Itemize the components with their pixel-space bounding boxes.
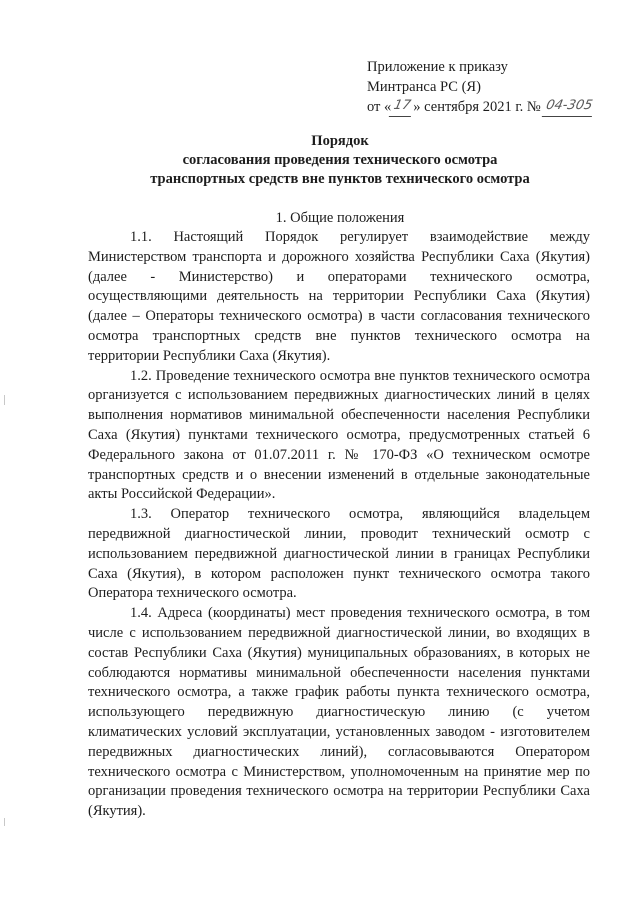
title-line-2: согласования проведения технического осмотра [182, 152, 498, 168]
paragraph-1-1: 1.1. Настоящий Порядок регулирует взаимодействие между Министерством транспорта и дорожного хозяйства Республики Саха (Якутия) (далее - Министерство) и операторами технического осмотра, осуществляющими деятельность на территории Республики Саха (Якутия) (далее – Операторы технического осмотра) в части согласования технического осмотра транспортных средств вне пунктов технического осмотра на территории Республики Саха (Якутия). [88, 229, 590, 364]
title-line-3: транспортных средств вне пунктов технического осмотра [150, 171, 530, 187]
paragraph-1-4: 1.4. Адреса (координаты) мест проведения технического осмотра, в том числе с использованием передвижной диагностической линии, во входящих в состав Республики Саха (Якутия) муниципальных образованиях, в которых не соблюдаются нормативы минимальной обеспеченности населения пунктами технического осмотра, а также график работы пункта технического осмотра, использующего передвижную диагностическую линию (с учетом климатических условий эксплуатации, установленных заводом - изготовителем передвижных диагностических линий), согласовываются Оператором технического осмотра с Министерством, уполномоченным на принятие мер по организации проведения технического осмотра на территории Республики Саха (Якутия). [88, 605, 590, 820]
document-title [90, 132, 590, 189]
paragraph-1-3: 1.3. Оператор технического осмотра, являющийся владельцем передвижной диагностической линии, проводит технический осмотр с использованием передвижной диагностической линии в границах Республики Саха (Якутия), в котором расположен пункт технического осмотра такого Оператора технического осмотра. [88, 506, 590, 602]
appendix-line-date [367, 97, 627, 119]
section-heading: 1. Общие положения [275, 210, 405, 226]
appendix-block [367, 57, 627, 119]
date-prefix: от « [367, 99, 392, 115]
section-body [88, 228, 590, 822]
scan-edge-mark [4, 818, 5, 826]
appendix-line-ministry: Минтранса РС (Я) [367, 79, 481, 95]
title-line-1: Порядок [311, 133, 369, 149]
scan-edge-mark [4, 395, 5, 405]
handwritten-doc-number: 04-305 [542, 96, 597, 117]
date-suffix: » сентября 2021 г. № [413, 99, 541, 115]
handwritten-day: 17 [389, 96, 415, 117]
appendix-line-order: Приложение к приказу [367, 59, 508, 75]
paragraph-1-2: 1.2. Проведение технического осмотра вне пунктов технического осмотра организуется с использованием передвижных диагностических линий в целях выполнения нормативов минимальной обеспеченности населения Республики Саха (Якутия) пунктами технического осмотра, предусмотренных статьей 6 Федерального закона от 01.07.2011 г. № 170-ФЗ «О техническом осмотре транспортных средств и о внесении изменений в отдельные законодательные акты Российской Федерации». [88, 367, 590, 503]
